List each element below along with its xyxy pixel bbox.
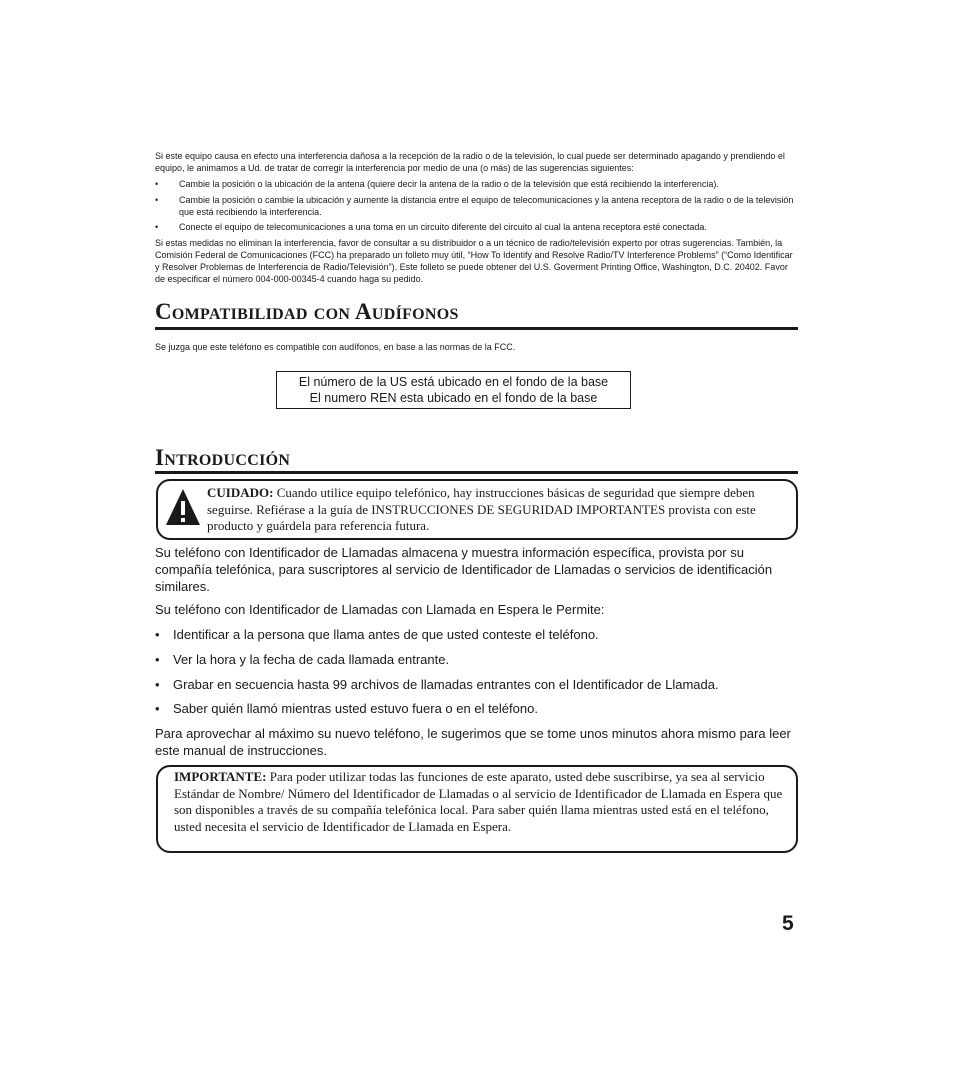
intro-paragraph-2: Su teléfono con Identificador de Llamadas con Llamada en Espera le Permite: xyxy=(155,602,605,617)
intro-paragraph-1: Su teléfono con Identificador de Llamadas almacena y muestra información específica, provista por su compañía telefónica, para suscriptores al servicio de Identificador de Llamadas o servicios de identificación similares. xyxy=(155,545,773,594)
bullet-marker: • xyxy=(155,627,160,642)
bullet-marker: • xyxy=(155,222,159,232)
bullet-marker: • xyxy=(155,677,160,692)
fcc-outro-paragraph: Si estas medidas no eliminan la interferencia, favor de consultar a su distribuidor o a un técnico de radio/televisión experto por otras sugerencias. También, la Comisión Federal de Comunicaciones (FCC) ha preparado un folleto muy útil, “How To Identify and Resolve Radio/TV Interference Problems” (“Como Identificar y Resolver Problemas de Interferencia de Radio/Televisión”). Este folleto se puede obtener del U.S. Goverment Printing Office, Washington, D.C. 20402. Favor de especificar el número 004-000-00345-4 cuando haga su pedido. xyxy=(155,238,793,284)
ren-number-line: El numero REN esta ubicado en el fondo de la base xyxy=(309,391,598,405)
feature-bullet-2 xyxy=(155,651,798,668)
fcc-bullet-1 xyxy=(155,178,795,190)
important-text xyxy=(174,769,786,835)
feature-bullet-text: Identificar a la persona que llama antes de que usted conteste el teléfono. xyxy=(173,627,599,642)
caution-label: CUIDADO: xyxy=(207,485,274,500)
warning-triangle-icon xyxy=(164,487,202,527)
fcc-bullet-2 xyxy=(155,194,795,218)
important-body: Para poder utilizar todas las funciones de este aparato, usted debe suscribirse, ya sea al servicio Estándar de Nombre/ Número del Identificador de Llamadas o al servicio de Identificador de Llamada en Espera que son disponibles a través de su compañía telefónica local. Para saber quién llama mientras usted está en el teléfono, usted necesita el servicio de Identificador de Llamada en Espera. xyxy=(174,769,783,834)
feature-bullet-text: Ver la hora y la fecha de cada llamada entrante. xyxy=(173,652,450,667)
important-label: IMPORTANTE: xyxy=(174,769,267,784)
feature-bullet-3 xyxy=(155,676,798,693)
feature-bullet-1 xyxy=(155,626,798,643)
us-number-line: El número de la US está ubicado en el fondo de la base xyxy=(298,375,609,389)
feature-bullet-4 xyxy=(155,700,798,717)
bullet-marker: • xyxy=(155,652,160,667)
page-number: 5 xyxy=(782,912,794,935)
compat-text: Se juzga que este teléfono es compatible con audífonos, en base a las normas de la FCC. xyxy=(155,342,516,352)
compat-heading: Compatibilidad con Audífonos xyxy=(155,299,459,324)
us-ren-number-box xyxy=(276,371,631,409)
bullet-marker: • xyxy=(155,701,160,716)
fcc-bullet-3 xyxy=(155,221,795,233)
caution-text xyxy=(207,485,767,535)
fcc-bullet-text: Conecte el equipo de telecomunicaciones a una toma en un circuito diferente del circuito al cual la antena receptora esté conectada. xyxy=(179,222,707,232)
fcc-bullet-text: Cambie la posición o la ubicación de la antena (quiere decir la antena de la radio o de la televisión que está recibiendo la interferencia). xyxy=(179,179,719,189)
feature-bullet-text: Saber quién llamó mientras usted estuvo fuera o en el teléfono. xyxy=(173,701,538,716)
caution-body: Cuando utilice equipo telefónico, hay instrucciones básicas de seguridad que siempre deben seguirse. Refiérase a la guía de INSTRUCCIONES DE SEGURIDAD IMPORTANTES provista con este producto y guárdela para referencia futura. xyxy=(207,485,756,533)
compat-heading-rule xyxy=(155,327,798,330)
feature-bullet-text: Grabar en secuencia hasta 99 archivos de llamadas entrantes con el Identificador de Llamada. xyxy=(173,677,719,692)
fcc-intro-paragraph: Si este equipo causa en efecto una interferencia dañosa a la recepción de la radio o de la televisión, lo cual puede ser determinado apagando y prendiendo el equipo, le animamos a Ud. de tratar de corregir la interferencia por medio de una (o más) de las sugerencias siguientes: xyxy=(155,151,785,173)
bullet-marker: • xyxy=(155,179,159,189)
caution-callout xyxy=(156,479,798,540)
intro-heading-rule xyxy=(155,471,798,474)
intro-paragraph-3: Para aprovechar al máximo su nuevo teléfono, le sugerimos que se tome unos minutos ahora mismo para leer este manual de instrucciones. xyxy=(155,726,791,758)
bullet-marker: • xyxy=(155,195,159,205)
fcc-bullet-text: Cambie la posición o cambie la ubicación y aumente la distancia entre el equipo de telecomunicaciones y la antena receptora de la radio o de la televisión que está recibiendo la interferencia. xyxy=(179,195,794,217)
important-callout xyxy=(156,765,798,853)
intro-heading: Introducción xyxy=(155,445,291,470)
